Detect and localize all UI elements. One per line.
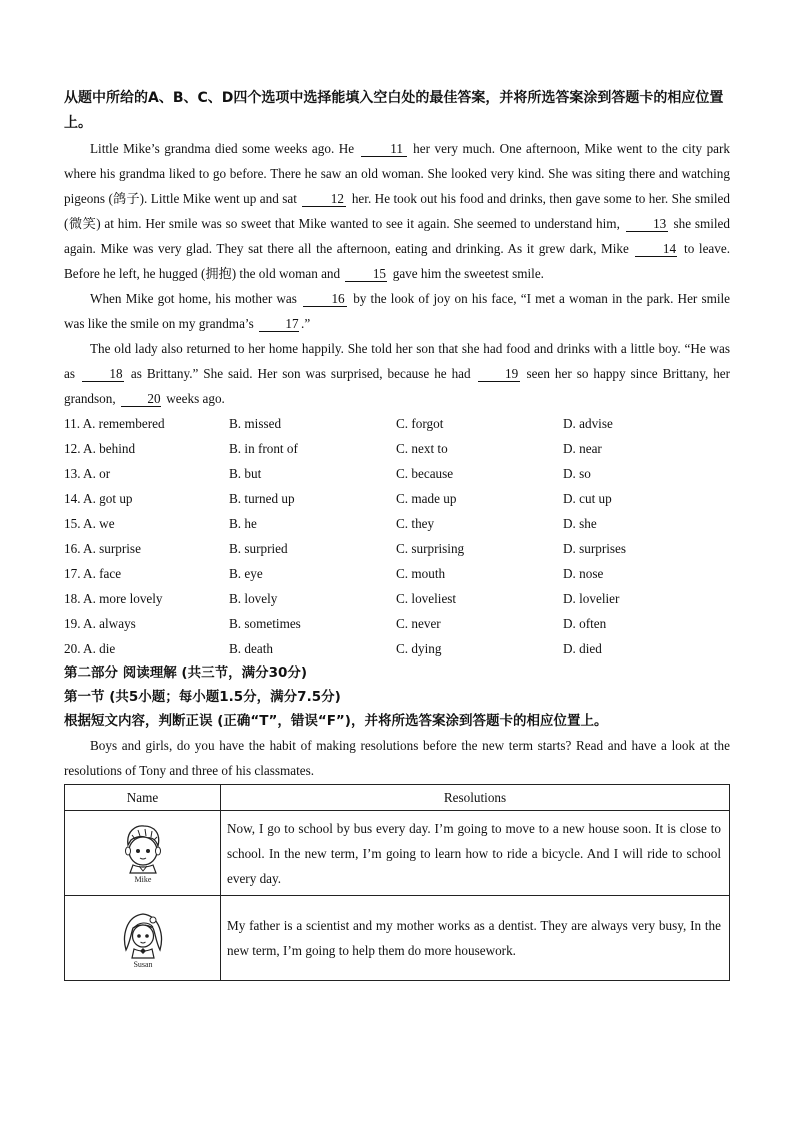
blank-17: 17 xyxy=(259,316,299,332)
option-d: D. advise xyxy=(563,416,613,431)
option-c: C. forgot xyxy=(396,416,444,431)
subsection-title: 第一节 (共5小题；每小题1.5分，满分7.5分) xyxy=(64,689,341,705)
passage-text: by the look of joy on his face, “I met a woman in the park. Her smile was like the smile on my grandma’s xyxy=(64,291,731,331)
table-row xyxy=(65,811,730,896)
option-d: D. so xyxy=(563,466,591,481)
option-c: C. mouth xyxy=(396,566,446,581)
option-a: 19. A. always xyxy=(64,616,136,631)
option-a: 11. A. remembered xyxy=(64,416,165,431)
option-b: B. sometimes xyxy=(229,616,301,631)
answer-options xyxy=(64,411,730,661)
blank-13: 13 xyxy=(626,216,668,232)
option-c: C. they xyxy=(396,516,435,531)
option-a: 17. A. face xyxy=(64,566,122,581)
blank-11: 11 xyxy=(361,141,407,157)
option-row-18 xyxy=(64,586,730,611)
cloze-instruction: 从题中所给的A、B、C、D四个选项中选择能填入空白处的最佳答案，并将所选答案涂到答题卡的相应位置上。 xyxy=(64,90,724,131)
option-a: 14. A. got up xyxy=(64,491,133,506)
table-header-row xyxy=(65,785,730,811)
girl-avatar-icon xyxy=(120,906,166,970)
option-c: C. because xyxy=(396,466,454,481)
passage-text: her. He took out his food and drinks, then gave some to her. She smiled (微笑) at him. Her smile was so sweet that Mike wanted to see it again. She seemed to understand him, xyxy=(64,191,731,231)
option-c: C. made up xyxy=(396,491,457,506)
passage-paragraph-1 xyxy=(64,136,730,286)
name-cell xyxy=(65,896,221,981)
option-b: B. but xyxy=(229,466,262,481)
option-c: C. dying xyxy=(396,641,442,656)
option-b: B. missed xyxy=(229,416,282,431)
passage-text: she smiled again. Mike was very glad. They sat there all the afternoon, eating and drinking. As it grew dark, Mike xyxy=(64,216,731,256)
option-b: B. eye xyxy=(229,566,263,581)
passage-text: to leave. Before he left, he hugged (拥抱) the old woman and xyxy=(64,241,731,281)
option-row-11 xyxy=(64,411,730,436)
option-row-12 xyxy=(64,436,730,461)
option-a: 12. A. behind xyxy=(64,441,136,456)
reading-instruction: 根据短文内容，判断正误 (正确“T”，错误“F”)，并将所选答案涂到答题卡的相应位置上。 xyxy=(64,713,608,729)
resolutions-table xyxy=(64,784,730,981)
option-b: B. turned up xyxy=(229,491,295,506)
avatar-caption: Susan xyxy=(132,960,153,969)
blank-14: 14 xyxy=(635,241,677,257)
option-c: C. next to xyxy=(396,441,448,456)
section-title: 第二部分 阅读理解 (共三节，满分30分) xyxy=(64,665,308,681)
passage-text: When Mike got home, his mother was xyxy=(90,291,297,306)
option-d: D. cut up xyxy=(563,491,612,506)
option-row-17 xyxy=(64,561,730,586)
option-row-16 xyxy=(64,536,730,561)
passage-paragraph-3 xyxy=(64,336,730,411)
passage-text: her very much. One afternoon, Mike went to the city park where his grandma liked to go before. There he saw an old woman. She looked very kind. She was siting there and watching pigeons (鸽子). Little Mike went up and sat xyxy=(64,141,731,206)
boy-avatar-icon xyxy=(120,821,166,885)
option-a: 15. A. we xyxy=(64,516,115,531)
exam-page xyxy=(64,86,730,981)
option-row-19 xyxy=(64,611,730,636)
passage-text: as Brittany.” She said. Her son was surprised, because he had xyxy=(130,366,471,381)
passage-paragraph-2 xyxy=(64,286,730,336)
passage-text: gave him the sweetest smile. xyxy=(392,266,544,281)
blank-16: 16 xyxy=(303,291,347,307)
option-d: D. died xyxy=(563,641,602,656)
blank-18: 18 xyxy=(82,366,124,382)
option-b: B. lovely xyxy=(229,591,278,606)
blank-15: 15 xyxy=(345,266,387,282)
option-row-13 xyxy=(64,461,730,486)
option-row-15 xyxy=(64,511,730,536)
option-a: 18. A. more lovely xyxy=(64,591,163,606)
blank-19: 19 xyxy=(478,366,520,382)
option-a: 16. A. surprise xyxy=(64,541,141,556)
passage-text: Little Mike’s grandma died some weeks ago. He xyxy=(90,141,355,156)
option-row-20 xyxy=(64,636,730,661)
table-row xyxy=(65,896,730,981)
option-d: D. nose xyxy=(563,566,604,581)
passage-text: .” xyxy=(301,316,311,331)
header-name: Name xyxy=(65,785,221,811)
option-d: D. she xyxy=(563,516,597,531)
passage-text: The old lady also returned to her home happily. She told her son that she had food and drinks with a little boy. “He was as xyxy=(64,341,730,381)
option-a: 13. A. or xyxy=(64,466,111,481)
option-d: D. surprises xyxy=(563,541,627,556)
option-d: D. lovelier xyxy=(563,591,620,606)
option-row-14 xyxy=(64,486,730,511)
option-a: 20. A. die xyxy=(64,641,116,656)
resolution-cell: Now, I go to school by bus every day. I’m going to move to a new house soon. It is close to school. In the new term, I’m going to learn how to ride a bicycle. And I will ride to school every day. xyxy=(221,811,730,896)
avatar-caption: Mike xyxy=(134,875,151,884)
passage-text: seen her so happy since Brittany, her grandson, xyxy=(64,366,731,406)
option-b: B. he xyxy=(229,516,257,531)
option-c: C. loveliest xyxy=(396,591,457,606)
name-cell xyxy=(65,811,221,896)
option-d: D. often xyxy=(563,616,607,631)
resolution-cell: My father is a scientist and my mother works as a dentist. They are always very busy, In the new term, I’m going to help them do more housework. xyxy=(221,896,730,981)
option-b: B. in front of xyxy=(229,441,298,456)
option-b: B. surpried xyxy=(229,541,288,556)
header-resolutions: Resolutions xyxy=(221,785,730,811)
reading-intro: Boys and girls, do you have the habit of making resolutions before the new term starts? Read and have a look at the resolutions of Tony and three of his classmates. xyxy=(64,738,730,778)
option-c: C. never xyxy=(396,616,441,631)
blank-12: 12 xyxy=(302,191,346,207)
option-c: C. surprising xyxy=(396,541,465,556)
option-b: B. death xyxy=(229,641,273,656)
option-d: D. near xyxy=(563,441,602,456)
passage-text: weeks ago. xyxy=(166,391,225,406)
blank-20: 20 xyxy=(121,391,161,407)
